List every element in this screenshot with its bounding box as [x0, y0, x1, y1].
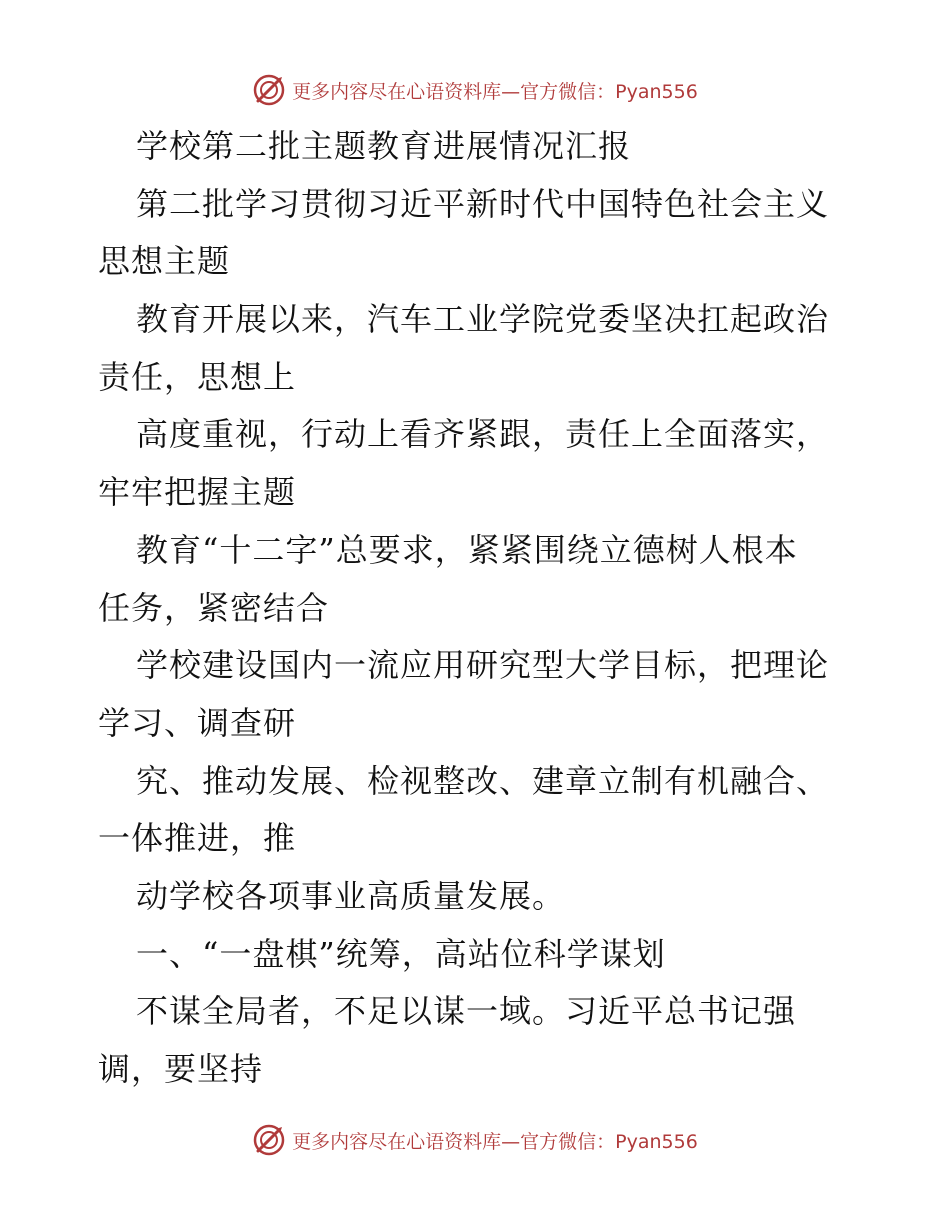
text-line: 调，要坚持	[98, 1050, 264, 1088]
watermark-banner-bottom	[0, 1120, 950, 1160]
watermark-text: 更多内容尽在心语资料库—官方微信：Pyan556	[292, 80, 698, 103]
text-line: 学校建设国内一流应用研究型大学目标，把理论	[136, 646, 830, 685]
text-line: 责任，思想上	[98, 357, 297, 396]
text-line: 究、推动发展、检视整改、建章立制有机融合、	[136, 761, 830, 800]
text-line: 动学校各项事业高质量发展。	[136, 876, 566, 915]
watermark-banner-top	[0, 70, 950, 110]
text-line: 不谋全局者，不足以谋一域。习近平总书记强	[136, 992, 797, 1031]
text-line: 一、“一盘棋”统筹，高站位科学谋划	[136, 934, 666, 973]
watermark-text: 更多内容尽在心语资料库—官方微信：Pyan556	[292, 1130, 698, 1153]
logo-icon	[252, 73, 286, 107]
document-body	[98, 118, 858, 1099]
text-line: 思想主题	[98, 242, 231, 281]
text-line: 任务，紧密结合	[98, 588, 330, 627]
text-line: 高度重视，行动上看齐紧跟，责任上全面落实，	[136, 415, 830, 454]
text-line: 教育开展以来，汽车工业学院党委坚决扛起政治	[136, 300, 830, 339]
text-line: 牢牢把握主题	[98, 473, 297, 512]
logo-icon	[252, 1123, 286, 1157]
text-line: 第二批学习贯彻习近平新时代中国特色社会主义	[136, 184, 830, 223]
text-line: 教育“十二字”总要求，紧紧围绕立德树人根本	[136, 530, 798, 569]
text-line: 一体推进，推	[98, 819, 297, 858]
text-line: 学习、调查研	[98, 703, 297, 742]
text-line: 学校第二批主题教育进展情况汇报	[136, 127, 632, 165]
